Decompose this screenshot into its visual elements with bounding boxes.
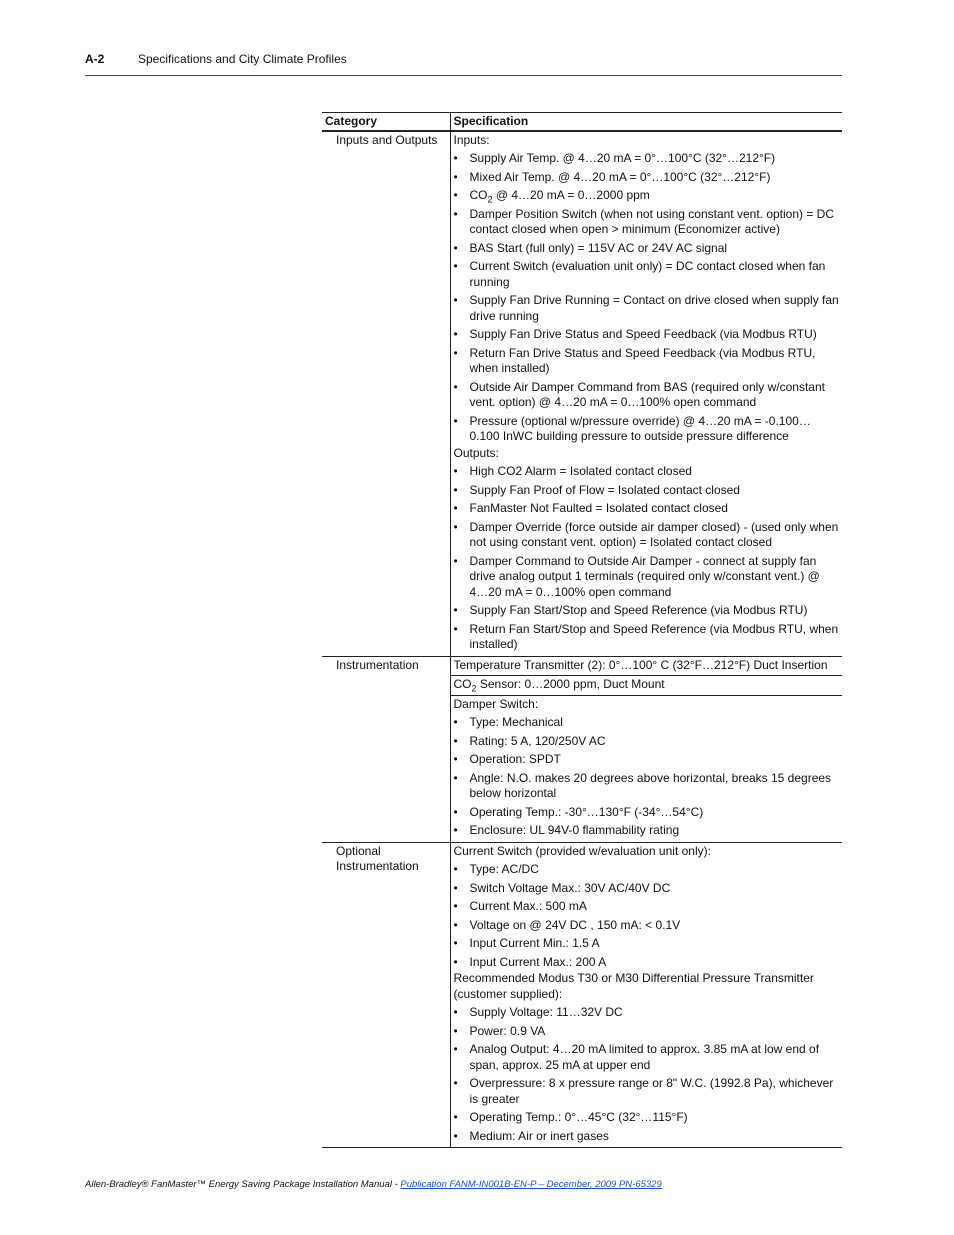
list-item: • Type: AC/DC bbox=[454, 862, 840, 878]
category-cell-empty bbox=[322, 676, 450, 696]
co2-sensor-text: Sensor: 0…2000 ppm, Duct Mount bbox=[476, 677, 665, 691]
page-header bbox=[85, 52, 842, 66]
current-switch-list bbox=[454, 862, 840, 970]
list-item: • Current Switch (evaluation unit only) = DC contact closed when fan running bbox=[454, 259, 840, 290]
specification-cell-co2-sensor bbox=[450, 676, 842, 696]
list-item: • Damper Override (force outside air damper closed) - (used only when not using constant vent. option) = Isolated contact closed bbox=[454, 520, 840, 551]
list-item: • Pressure (optional w/pressure override) @ 4…20 mA = -0.100…0.100 InWC building pressure to outside pressure difference bbox=[454, 414, 840, 445]
category-line: Optional bbox=[336, 843, 381, 858]
list-item: • Input Current Max.: 200 A bbox=[454, 955, 840, 971]
list-item bbox=[454, 188, 840, 204]
list-item: • Outside Air Damper Command from BAS (required only w/constant vent. option) @ 4…20 mA = 0…100% open command bbox=[454, 380, 840, 411]
list-item: • High CO2 Alarm = Isolated contact closed bbox=[454, 464, 840, 480]
specification-cell-damper-switch bbox=[450, 695, 842, 842]
table-row-instrumentation-co2 bbox=[322, 676, 842, 696]
list-item: • Supply Fan Start/Stop and Speed Reference (via Modbus RTU) bbox=[454, 603, 840, 619]
list-item: • Current Max.: 500 mA bbox=[454, 899, 840, 915]
list-item: • Overpressure: 8 x pressure range or 8" W.C. (1992.8 Pa), whichever is greater bbox=[454, 1076, 840, 1107]
damper-switch-label: Damper Switch: bbox=[453, 696, 539, 711]
co2-input-text: @ 4…20 mA = 0…2000 ppm bbox=[495, 188, 650, 202]
list-item: • Operation: SPDT bbox=[454, 752, 840, 768]
list-item: • BAS Start (full only) = 115V AC or 24V AC signal bbox=[454, 241, 840, 257]
co2-sensor-prefix: CO bbox=[453, 677, 472, 691]
list-item: • Voltage on @ 24V DC , 150 mA: < 0.1V bbox=[454, 918, 840, 934]
page-number: A-2 bbox=[85, 52, 105, 66]
damper-switch-list bbox=[454, 715, 840, 839]
header-divider bbox=[85, 75, 842, 76]
pressure-transmitter-label: Recommended Modus T30 or M30 Differential Pressure Transmitter (customer supplied): bbox=[453, 971, 814, 1001]
table-header-row bbox=[322, 113, 842, 131]
current-switch-label: Current Switch (provided w/evaluation unit only): bbox=[453, 843, 711, 858]
outputs-list bbox=[454, 464, 840, 653]
column-header-category: Category bbox=[322, 113, 450, 131]
co2-sensor-subscript: 2 bbox=[471, 683, 477, 694]
list-item: • Return Fan Drive Status and Speed Feedback (via Modbus RTU, when installed) bbox=[454, 346, 840, 377]
list-item: • Supply Fan Drive Status and Speed Feedback (via Modbus RTU) bbox=[454, 327, 840, 343]
category-cell: Inputs and Outputs bbox=[322, 131, 450, 657]
list-item: • Damper Position Switch (when not using constant vent. option) = DC contact closed when open > minimum (Economizer active) bbox=[454, 207, 840, 238]
list-item: • Enclosure: UL 94V-0 flammability rating bbox=[454, 823, 840, 839]
table-row-inputs-outputs bbox=[322, 131, 842, 657]
list-item: • Supply Fan Proof of Flow = Isolated contact closed bbox=[454, 483, 840, 499]
list-item: • Damper Command to Outside Air Damper - connect at supply fan drive analog output 1 terminals (required only w/constant vent.) @ 4…20 mA = 0…100% open command bbox=[454, 554, 840, 601]
co2-subscript: 2 bbox=[487, 194, 493, 205]
list-item: • Medium: Air or inert gases bbox=[454, 1129, 840, 1145]
list-item: • Angle: N.O. makes 20 degrees above horizontal, breaks 15 degrees below horizontal bbox=[454, 771, 840, 802]
category-cell bbox=[322, 842, 450, 1148]
table-row-optional-instrumentation bbox=[322, 842, 842, 1148]
inputs-label: Inputs: bbox=[453, 132, 490, 147]
inputs-list bbox=[454, 151, 840, 445]
list-item: • FanMaster Not Faulted = Isolated contact closed bbox=[454, 501, 840, 517]
specification-cell-temp-transmitter: Temperature Transmitter (2): 0°…100° C (32°F…212°F) Duct Insertion bbox=[450, 656, 842, 676]
list-item: • Return Fan Start/Stop and Speed Reference (via Modbus RTU, when installed) bbox=[454, 622, 840, 653]
publication-link[interactable]: Publication FANM-IN001B-EN-P – December, 2009 PN-65329 bbox=[400, 1179, 662, 1190]
list-item: • Operating Temp.: -30°…130°F (-34°…54°C) bbox=[454, 805, 840, 821]
manual-title: Allen-Bradley® FanMaster™ Energy Saving Package Installation Manual - bbox=[85, 1179, 401, 1190]
section-title: Specifications and City Climate Profiles bbox=[138, 52, 347, 66]
category-line: Instrumentation bbox=[336, 859, 419, 873]
list-item: • Switch Voltage Max.: 30V AC/40V DC bbox=[454, 881, 840, 897]
list-item: • Power: 0.9 VA bbox=[454, 1024, 840, 1040]
list-item: • Analog Output: 4…20 mA limited to approx. 3.85 mA at low end of span, approx. 25 mA at upper end bbox=[454, 1042, 840, 1073]
co2-prefix: CO bbox=[469, 188, 488, 202]
list-item: • Mixed Air Temp. @ 4…20 mA = 0°…100°C (32°…212°F) bbox=[454, 170, 840, 186]
list-item: • Supply Voltage: 11…32V DC bbox=[454, 1005, 840, 1021]
list-item: • Supply Fan Drive Running = Contact on drive closed when supply fan drive running bbox=[454, 293, 840, 324]
specifications-table bbox=[322, 112, 842, 1148]
specification-cell bbox=[450, 842, 842, 1148]
list-item: • Rating: 5 A, 120/250V AC bbox=[454, 734, 840, 750]
list-item: • Input Current Min.: 1.5 A bbox=[454, 936, 840, 952]
column-header-specification: Specification bbox=[450, 113, 842, 131]
pressure-transmitter-list bbox=[454, 1005, 840, 1144]
category-cell-empty bbox=[322, 695, 450, 842]
outputs-label: Outputs: bbox=[453, 445, 499, 460]
table-row-instrumentation bbox=[322, 656, 842, 676]
table-row-instrumentation-damper bbox=[322, 695, 842, 842]
specification-cell bbox=[450, 131, 842, 657]
page-footer bbox=[85, 1179, 662, 1190]
category-cell: Instrumentation bbox=[336, 657, 419, 672]
list-item: • Supply Air Temp. @ 4…20 mA = 0°…100°C (32°…212°F) bbox=[454, 151, 840, 167]
list-item: • Operating Temp.: 0°…45°C (32°…115°F) bbox=[454, 1110, 840, 1126]
list-item: • Type: Mechanical bbox=[454, 715, 840, 731]
